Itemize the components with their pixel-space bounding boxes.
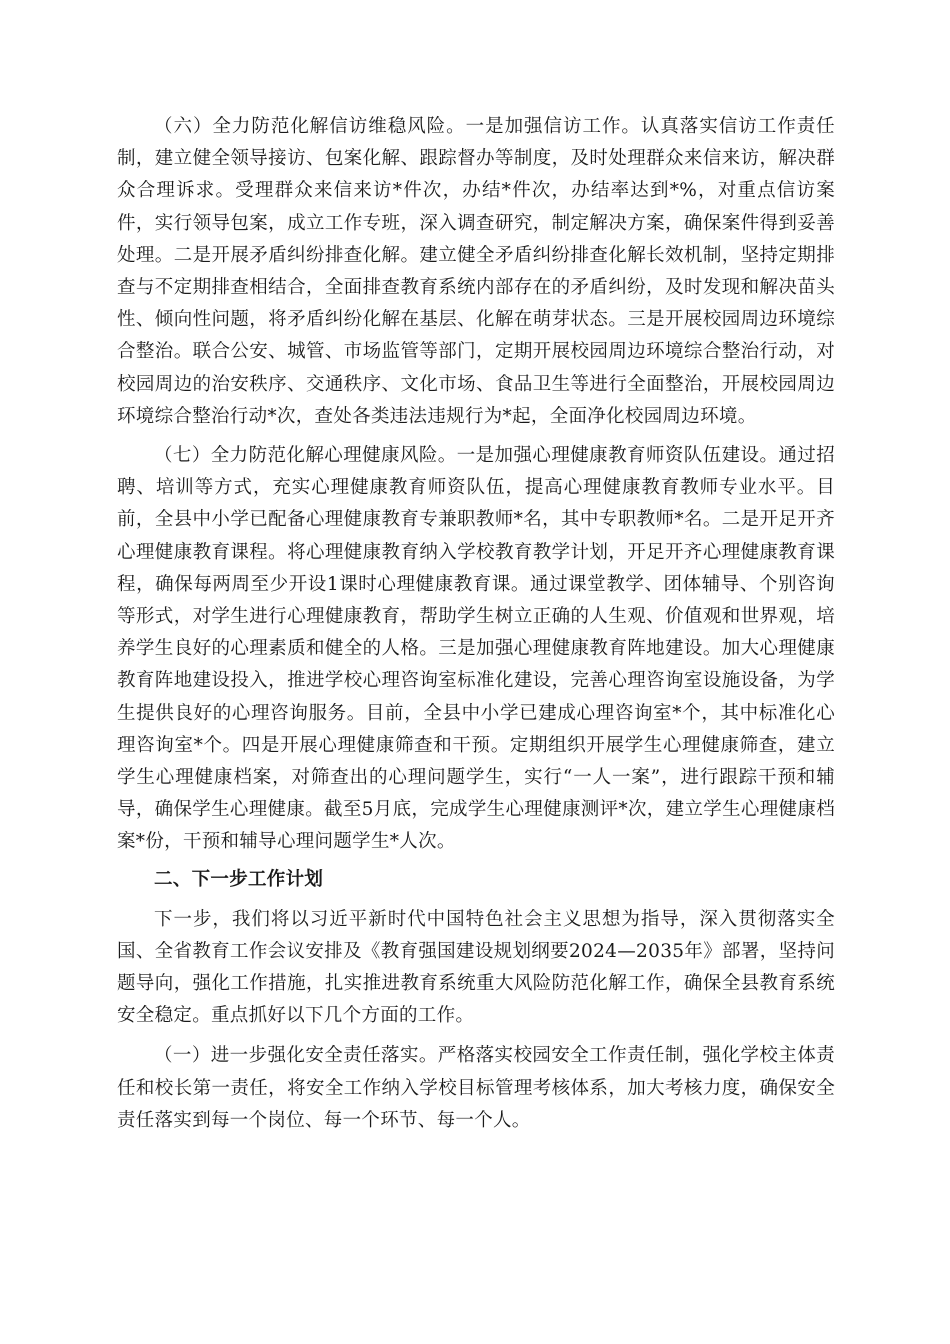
section-heading-next-plan: 二、下一步工作计划	[154, 868, 324, 890]
paragraph-next-step: 下一步，我们将以习近平新时代中国特色社会主义思想为指导，深入贯彻落实全国、全省教育工作会议安排及《教育强国建设规划纲要2024—2035年》部署，坚持问题导向，强化工作措施，扎实推进教育系统重大风险防范化解工作，确保全县教育系统安全稳定。重点抓好以下几个方面的工作。	[117, 908, 835, 1027]
paragraph-safety-responsibility: （一）进一步强化安全责任落实。严格落实校园安全工作责任制，强化学校主体责任和校长第一责任，将安全工作纳入学校目标管理考核体系，加大考核力度，确保安全责任落实到每一个岗位、每一个环节、每一个人。	[117, 1045, 835, 1131]
document-page	[117, 111, 835, 1137]
paragraph-mental-health-risk: （七）全力防范化解心理健康风险。一是加强心理健康教育师资队伍建设。通过招聘、培训等方式，充实心理健康教育师资队伍，提高心理健康教育教师专业水平。目前，全县中小学已配备心理健康教育专兼职教师*名，其中专职教师*名。二是开足开齐心理健康教育课程。将心理健康教育纳入学校教育教学计划，开足开齐心理健康教育课程，确保每两周至少开设1课时心理健康教育课。通过课堂教学、团体辅导、个别咨询等形式，对学生进行心理健康教育，帮助学生树立正确的人生观、价值观和世界观，培养学生良好的心理素质和健全的人格。三是加强心理健康教育阵地建设。加大心理健康教育阵地建设投入，推进学校心理咨询室标准化建设，完善心理咨询室设施设备，为学生提供良好的心理咨询服务。目前，全县中小学已建成心理咨询室*个，其中标准化心理咨询室*个。四是开展心理健康筛查和干预。定期组织开展学生心理健康筛查，建立学生心理健康档案，对筛查出的心理问题学生，实行“一人一案”，进行跟踪干预和辅导，确保学生心理健康。截至5月底，完成学生心理健康测评*次，建立学生心理健康档案*份，干预和辅导心理问题学生*人次。	[117, 445, 835, 853]
paragraph-petition-stability-risk: （六）全力防范化解信访维稳风险。一是加强信访工作。认真落实信访工作责任制，建立健全领导接访、包案化解、跟踪督办等制度，及时处理群众来信来访，解决群众合理诉求。受理群众来信来访*件次，办结*件次，办结率达到*%，对重点信访案件，实行领导包案，成立工作专班，深入调查研究，制定解决方案，确保案件得到妥善处理。二是开展矛盾纠纷排查化解。建立健全矛盾纠纷排查化解长效机制，坚持定期排查与不定期排查相结合，全面排查教育系统内部存在的矛盾纠纷，及时发现和解决苗头性、倾向性问题，将矛盾纠纷化解在基层、化解在萌芽状态。三是开展校园周边环境综合整治。联合公安、城管、市场监管等部门，定期开展校园周边环境综合整治行动，对校园周边的治安秩序、交通秩序、文化市场、食品卫生等进行全面整治，开展校园周边环境综合整治行动*次，查处各类违法违规行为*起，全面净化校园周边环境。	[117, 116, 835, 427]
